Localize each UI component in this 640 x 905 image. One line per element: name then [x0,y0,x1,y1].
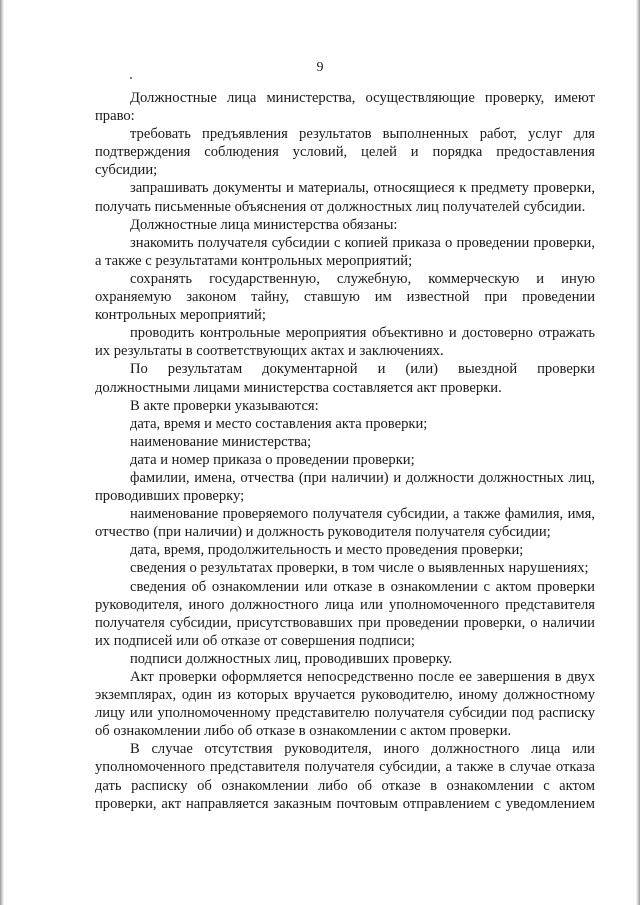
page-number: 9 [316,60,324,75]
paragraph: запрашивать документы и материалы, относящиеся к предмету проверки, получать письменные объяснения от должностных лиц получателей субсидии. [95,180,595,215]
paragraph: дата и номер приказа о проведении проверки; [130,451,415,468]
paragraph: подписи должностных лиц, проводивших проверку. [130,650,453,667]
paragraph: По результатам документарной и (или) выездной проверки должностными лицами министерства составляется акт проверки. [95,361,595,396]
paragraph: дата, время и место составления акта проверки; [130,415,428,432]
paragraph: Должностные лица министерства обязаны: [130,216,398,233]
paragraph: сохранять государственную, служебную, коммерческую и иную охраняемую законом тайну, ставшую им известной при проведении контрольных мероприятий; [95,270,595,324]
paragraph: требовать предъявления результатов выполненных работ, услуг для подтверждения соблюдения условий, целей и порядка предоставления субсидии; [95,126,595,179]
paragraph: фамилии, имена, отчества (при наличии) и должности должностных лиц, проводивших проверку; [95,469,595,505]
paragraph: сведения об ознакомлении или отказе в ознакомлении с актом проверки руководителя, иного должностного лица или уполномоченного представителя получателя субсидии, присутствовавших при проведении проверки, о наличии их подписей или об отказе от совершения подписи; [95,578,595,649]
paragraph: Должностные лица министерства, осуществляющие проверку, имеют право: [95,90,595,125]
paragraph: наименование проверяемого получателя субсидии, а также фамилия, имя, отчество (при наличии) и должность руководителя получателя субсидии; [95,506,595,541]
paragraph: В случае отсутствия руководителя, иного должностного лица или уполномоченного представителя получателя субсидии, а также в случае отказа дать расписку об ознакомлении либо об отказе в ознакомлении с актом проверки, акт направляется заказным почтовым отправлением с уведомлением [95,741,595,812]
document-body [95,89,595,813]
paragraph: сведения о результатах проверки, в том числе о выявленных нарушениях; [130,560,589,577]
paragraph: Акт проверки оформляется непосредственно после ее завершения в двух экземплярах, один из которых вручается руководителю, иному должностному лицу или уполномоченному представителю получателя субсидии под расписку об ознакомлении либо об отказе в ознакомлении с актом проверки. [95,669,595,740]
paragraph: дата, время, продолжительность и место проведения проверки; [130,542,524,559]
paragraph: В акте проверки указываются: [130,397,319,414]
paragraph: проводить контрольные мероприятия объективно и достоверно отражать их результаты в соответствующих актах и заключениях. [95,325,595,360]
paragraph: наименование министерства; [130,433,312,450]
scan-edge-right [636,0,640,905]
scan-edge-left [0,0,4,905]
paragraph: знакомить получателя субсидии с копией приказа о проведении проверки, а также с результатами контрольных мероприятий; [95,234,595,269]
scan-speck [130,77,132,79]
